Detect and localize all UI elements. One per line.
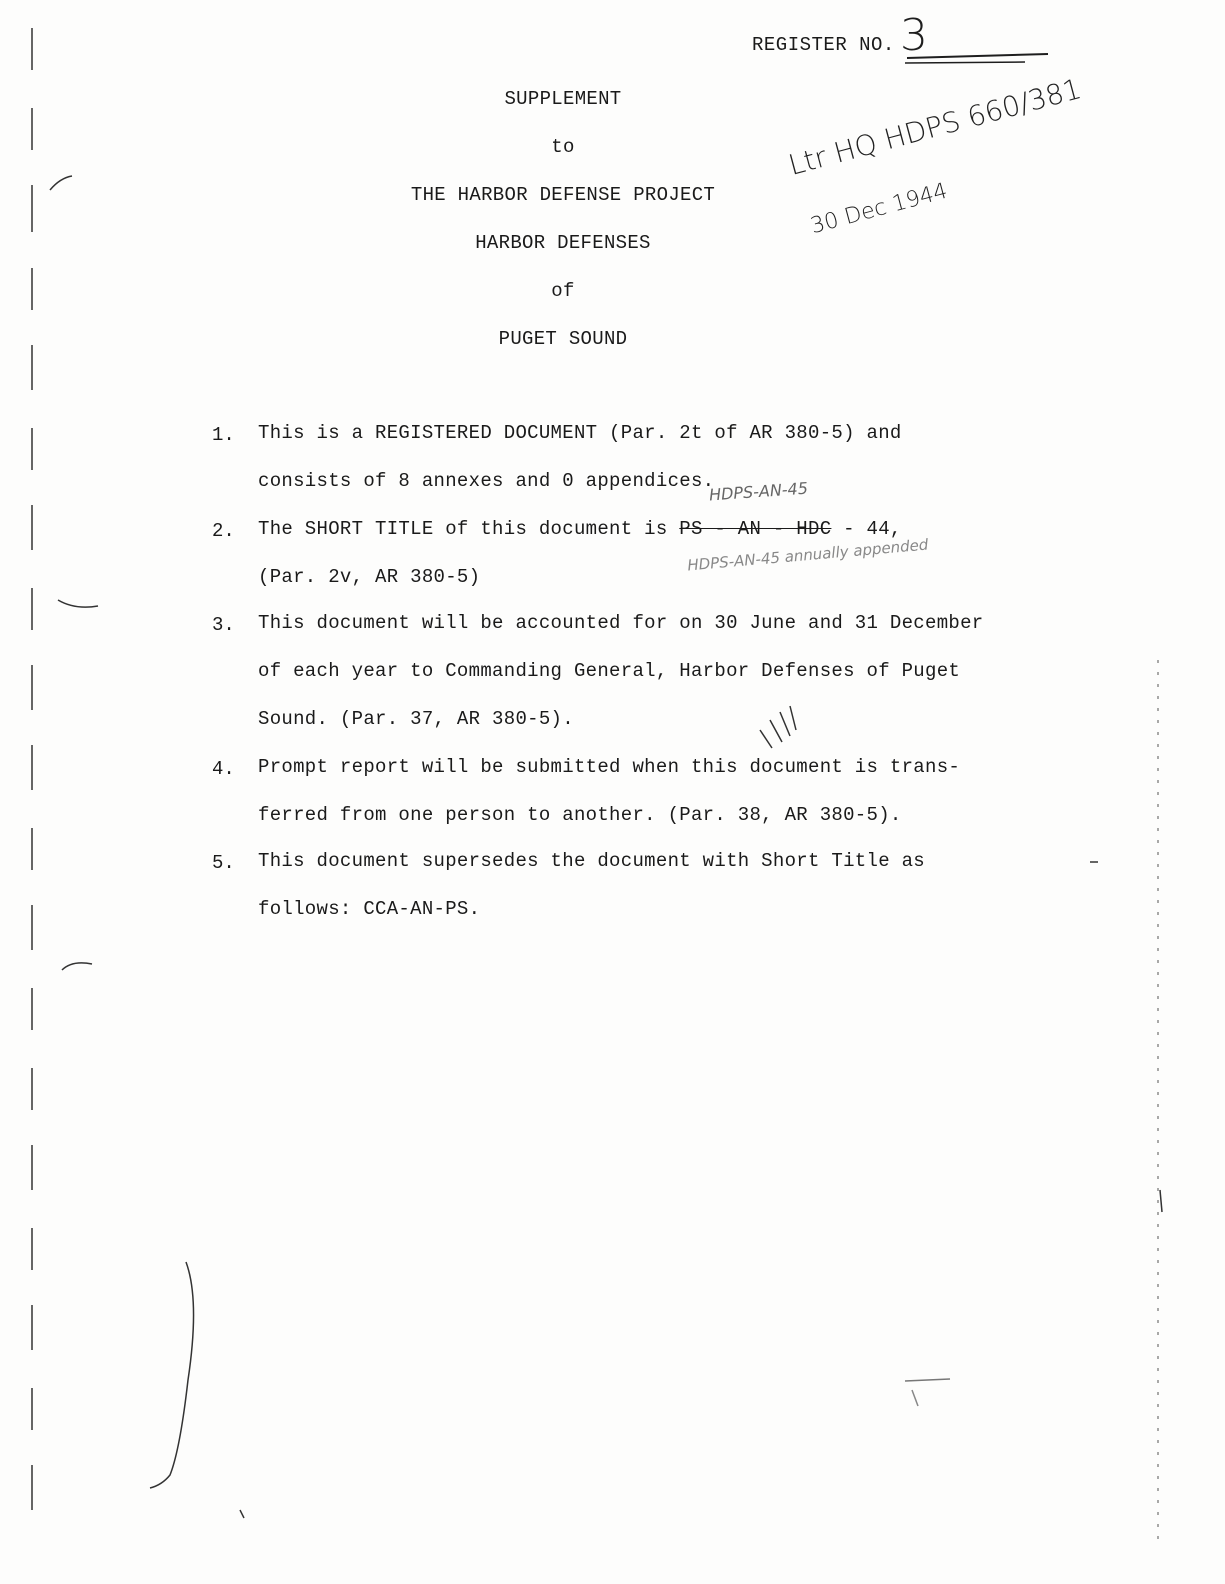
item-4-line-1: Prompt report will be submitted when this document is trans-	[258, 756, 961, 778]
handwritten-letter-reference: Ltr HQ HDPS 660/381	[785, 71, 1085, 182]
item-3-line-2: of each year to Commanding General, Harbor Defenses of Puget	[258, 660, 961, 682]
item-2-prefix: The SHORT TITLE of this document is	[258, 518, 680, 540]
item-number: 4.	[212, 758, 235, 780]
item-number: 3.	[212, 614, 235, 636]
title-harbor-defenses: HARBOR DEFENSES	[475, 232, 651, 254]
item-2-line-2: (Par. 2v, AR 380-5)	[258, 566, 481, 588]
item-5-line-1: This document supersedes the document with Short Title as	[258, 850, 926, 872]
item-4-line-2: ferred from one person to another. (Par. 38, AR 380-5).	[258, 804, 902, 826]
item-2-handwritten-side-note: HDPS-AN-45 annually appended	[686, 535, 930, 575]
title-of: of	[551, 280, 575, 302]
item-2-handwritten-insert: HDPS-AN-45	[708, 478, 809, 505]
item-5-line-2: follows: CCA-AN-PS.	[258, 898, 481, 920]
title-supplement: SUPPLEMENT	[504, 88, 622, 110]
item-number: 2.	[212, 520, 235, 542]
register-number-handwritten: 3	[900, 10, 928, 61]
item-1-line-2: consists of 8 annexes and 0 appendices.	[258, 470, 715, 492]
item-2-suffix: - 44,	[831, 518, 902, 540]
item-2-line-1	[258, 518, 902, 540]
register-underline	[905, 50, 1050, 74]
title-project: THE HARBOR DEFENSE PROJECT	[410, 184, 716, 206]
item-1-line-1: This is a REGISTERED DOCUMENT (Par. 2t of AR 380-5) and	[258, 422, 902, 444]
item-2-struck-title: PS - AN - HDC	[679, 518, 832, 540]
item-number: 5.	[212, 852, 235, 874]
title-to: to	[551, 136, 575, 158]
item-3-line-3: Sound. (Par. 37, AR 380-5).	[258, 708, 574, 730]
item-number: 1.	[212, 424, 235, 446]
item-3-line-1: This document will be accounted for on 30 June and 31 December	[258, 612, 984, 634]
handwritten-date: 30 Dec 1944	[808, 178, 951, 240]
register-label: REGISTER NO.	[752, 34, 895, 56]
title-puget-sound: PUGET SOUND	[498, 328, 628, 350]
